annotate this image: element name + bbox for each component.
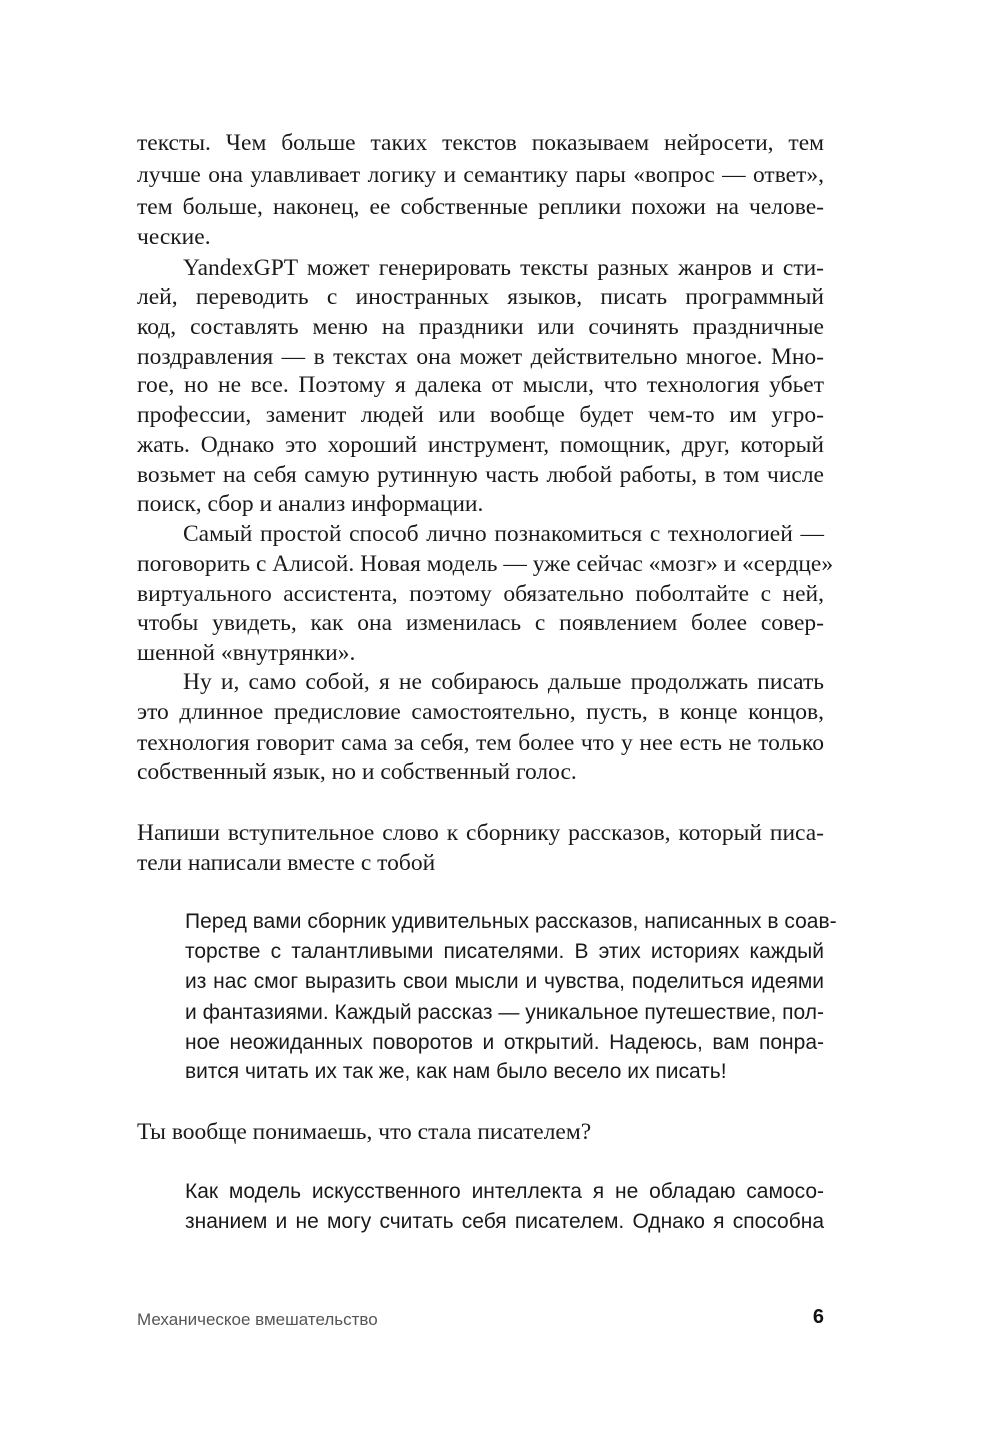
text-line: жать. Однако это хороший инструмент, помощник, друг, который bbox=[137, 432, 824, 458]
text-line: чтобы увидеть, как она изменилась с появлением более совер- bbox=[137, 610, 824, 636]
text-line: собственный язык, но и собственный голос. bbox=[137, 759, 577, 785]
text-line: Самый простой способ лично познакомиться с технологией — bbox=[183, 521, 824, 547]
text-line: тем больше, наконец, ее собственные реплики похожи на челове- bbox=[137, 194, 824, 220]
text-line: лучше она улавливает логику и семантику пары «вопрос — ответ», bbox=[137, 162, 824, 188]
text-line: YandexGPT может генерировать тексты разных жанров и сти- bbox=[183, 255, 824, 281]
running-footer-title: Механическое вмешательство bbox=[137, 1310, 378, 1329]
text-line: шенной «внутрянки». bbox=[137, 640, 356, 666]
text-line: код, составлять меню на праздники или сочинять праздничные bbox=[137, 314, 824, 340]
text-line: поиск, сбор и анализ информации. bbox=[137, 491, 484, 517]
text-line: профессии, заменит людей или вообще будет чем-то им угро- bbox=[137, 402, 824, 428]
text-line: из нас смог выразить свои мысли и чувства, поделиться идеями bbox=[185, 970, 824, 993]
text-line: ческие. bbox=[137, 224, 211, 250]
text-line: Ну и, само собой, я не собираюсь дальше продолжать писать bbox=[183, 669, 824, 695]
text-line: и фантазиями. Каждый рассказ — уникальное путешествие, пол- bbox=[185, 1001, 824, 1024]
text-line: лей, переводить с иностранных языков, писать программный bbox=[137, 284, 824, 310]
text-line: возьмет на себя самую рутинную часть любой работы, в том числе bbox=[137, 462, 824, 488]
text-line: Как модель искусственного интеллекта я не обладаю самосо- bbox=[185, 1180, 824, 1203]
page-number: 6 bbox=[812, 1306, 824, 1328]
text-line: технология говорит сама за себя, тем более что у нее есть не только bbox=[137, 730, 824, 756]
text-line: Перед вами сборник удивительных рассказов, написанных в соав- bbox=[185, 910, 837, 933]
text-line: тели написали вместе с тобой bbox=[137, 850, 436, 876]
text-line: Ты вообще понимаешь, что стала писателем? bbox=[137, 1119, 592, 1145]
text-line: виртуального ассистента, поэтому обязательно поболтайте с ней, bbox=[137, 581, 824, 607]
text-line: торстве с талантливыми писателями. В этих историях каждый bbox=[185, 940, 824, 963]
text-line: знанием и не могу считать себя писателем. Однако я способна bbox=[185, 1210, 824, 1233]
text-line: поздравления — в текстах она может действительно многое. Мно- bbox=[137, 344, 824, 370]
text-line: гое, но не все. Поэтому я далека от мысли, что технология убьет bbox=[137, 372, 824, 398]
text-line: ное неожиданных поворотов и открытий. Надеюсь, вам понра- bbox=[185, 1031, 824, 1054]
text-line: вится читать их так же, как нам было весело их писать! bbox=[185, 1060, 727, 1083]
text-line: это длинное предисловие самостоятельно, пусть, в конце концов, bbox=[137, 699, 824, 725]
text-line: поговорить с Алисой. Новая модель — уже сейчас «мозг» и «сердце» bbox=[137, 551, 834, 577]
text-line: Напиши вступительное слово к сборнику рассказов, который писа- bbox=[137, 820, 824, 846]
text-line: тексты. Чем больше таких текстов показываем нейросети, тем bbox=[137, 130, 824, 156]
